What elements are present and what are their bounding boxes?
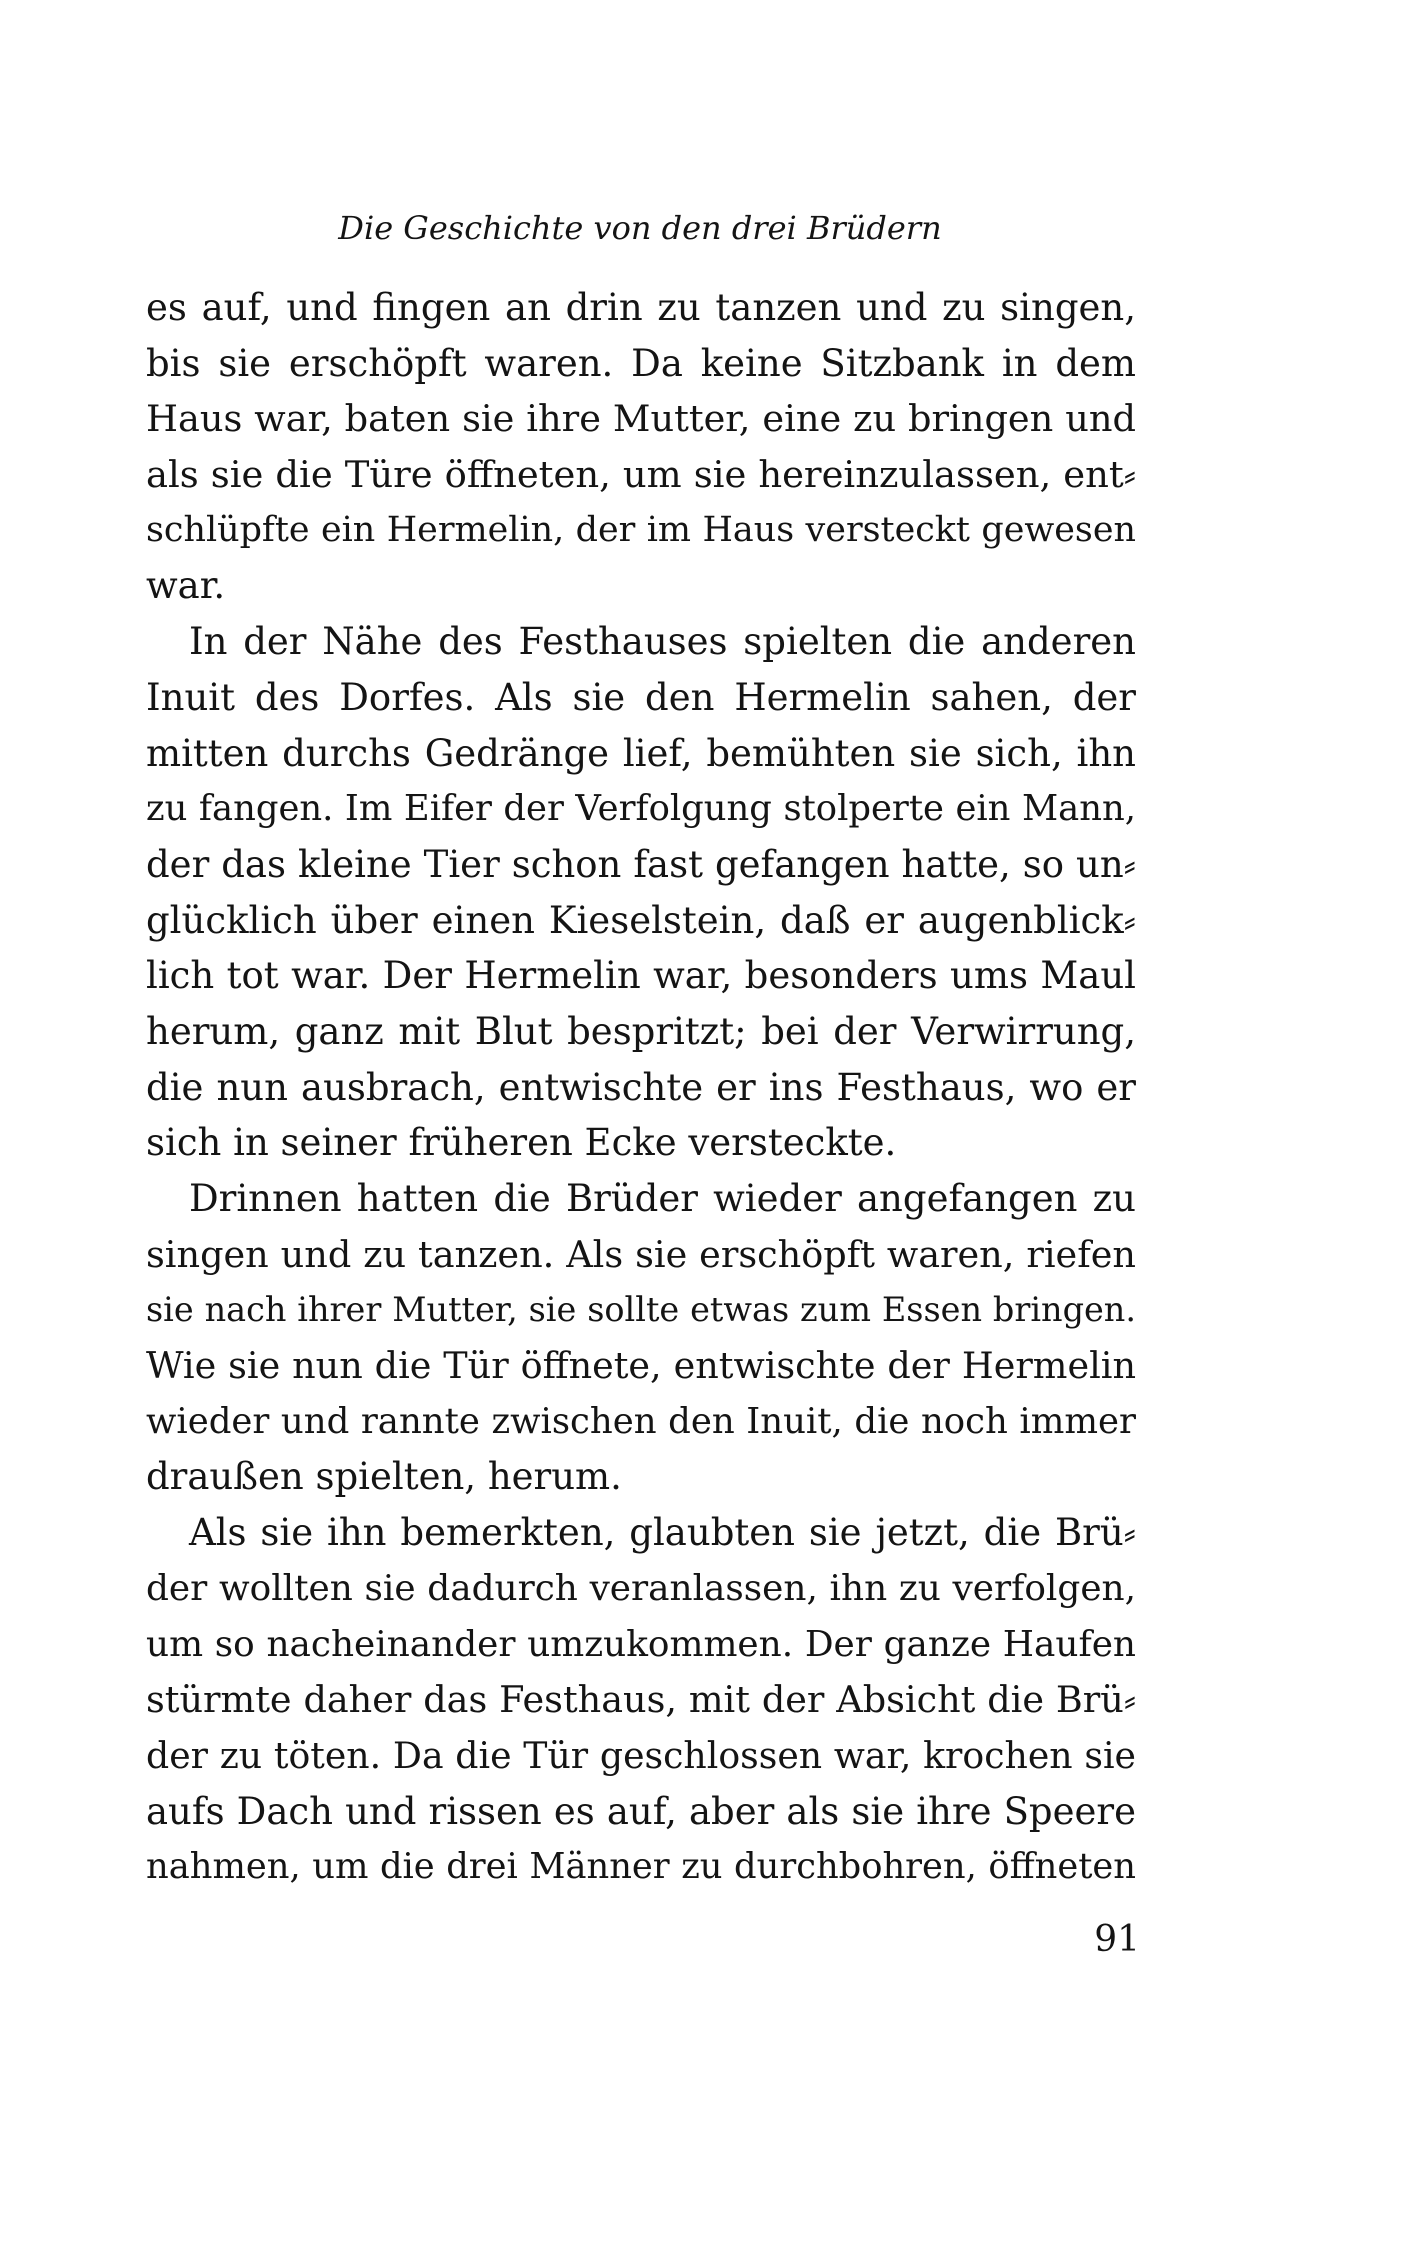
running-title: Die Geschichte von den drei Brüdern: [338, 209, 942, 247]
text-line: schlüpfte ein Hermelin, der im Haus versteckt gewesen: [146, 509, 1136, 550]
paragraph: [146, 614, 1136, 1171]
text-line: als sie die Türe öffneten, um sie hereinzulassen, ent⸗: [146, 453, 1136, 497]
text-line: der zu töten. Da die Tür geschlossen war, krochen sie: [146, 1733, 1136, 1777]
text-line: In der Nähe des Festhauses spielten die anderen: [189, 620, 1136, 664]
text-line: Drinnen hatten die Brüder wieder angefangen zu: [189, 1177, 1136, 1220]
text-line: Inuit des Dorfes. Als sie den Hermelin sahen, der: [146, 675, 1136, 719]
text-line: aufs Dach und rissen es auf, aber als sie ihre Speere: [146, 1789, 1136, 1833]
text-line: sie nach ihrer Mutter, sie sollte etwas zum Essen bringen.: [146, 1290, 1136, 1330]
text-line: glücklich über einen Kieselstein, daß er augenblick⸗: [146, 898, 1136, 942]
text-line: Wie sie nun die Tür öffnete, entwischte der Hermelin: [146, 1344, 1136, 1388]
text-line: der das kleine Tier schon fast gefangen hatte, so un⸗: [146, 842, 1136, 886]
text-line: draußen spielten, herum.: [146, 1455, 622, 1499]
text-line: Haus war, baten sie ihre Mutter, eine zu bringen und: [146, 397, 1136, 441]
text-line: sich in seiner früheren Ecke versteckte.: [146, 1121, 897, 1165]
text-line: war.: [146, 564, 226, 608]
text-line: es auf, und fingen an drin zu tanzen und zu singen,: [146, 286, 1136, 329]
paragraph: [146, 1505, 1136, 1895]
text-line: stürmte daher das Festhaus, mit der Absicht die Brü⸗: [146, 1678, 1136, 1722]
text-line: Als sie ihn bemerkten, glaubten sie jetzt, die Brü⸗: [189, 1511, 1136, 1555]
page-number: 91: [1094, 1919, 1140, 1960]
paragraph: [146, 280, 1136, 614]
text-line: der wollten sie dadurch veranlassen, ihn zu verfolgen,: [146, 1567, 1136, 1609]
text-line: mitten durchs Gedränge lief, bemühten sie sich, ihn: [146, 731, 1136, 775]
text-line: um so nacheinander umzukommen. Der ganze Haufen: [146, 1623, 1136, 1665]
text-line: lich tot war. Der Hermelin war, besonders ums Maul: [146, 954, 1136, 998]
text-line: wieder und rannte zwischen den Inuit, die noch immer: [146, 1400, 1136, 1442]
text-line: singen und zu tanzen. Als sie erschöpft waren, riefen: [146, 1232, 1136, 1276]
text-line: nahmen, um die drei Männer zu durchbohren, öffneten: [146, 1846, 1136, 1888]
paragraph: [146, 1171, 1136, 1505]
text-line: bis sie erschöpft waren. Da keine Sitzbank in dem: [146, 341, 1136, 385]
text-line: zu fangen. Im Eifer der Verfolgung stolperte ein Mann,: [146, 788, 1136, 830]
text-line: herum, ganz mit Blut bespritzt; bei der Verwirrung,: [146, 1009, 1136, 1053]
text-line: die nun ausbrach, entwischte er ins Festhaus, wo er: [146, 1065, 1136, 1109]
body-text: [146, 280, 1136, 1895]
